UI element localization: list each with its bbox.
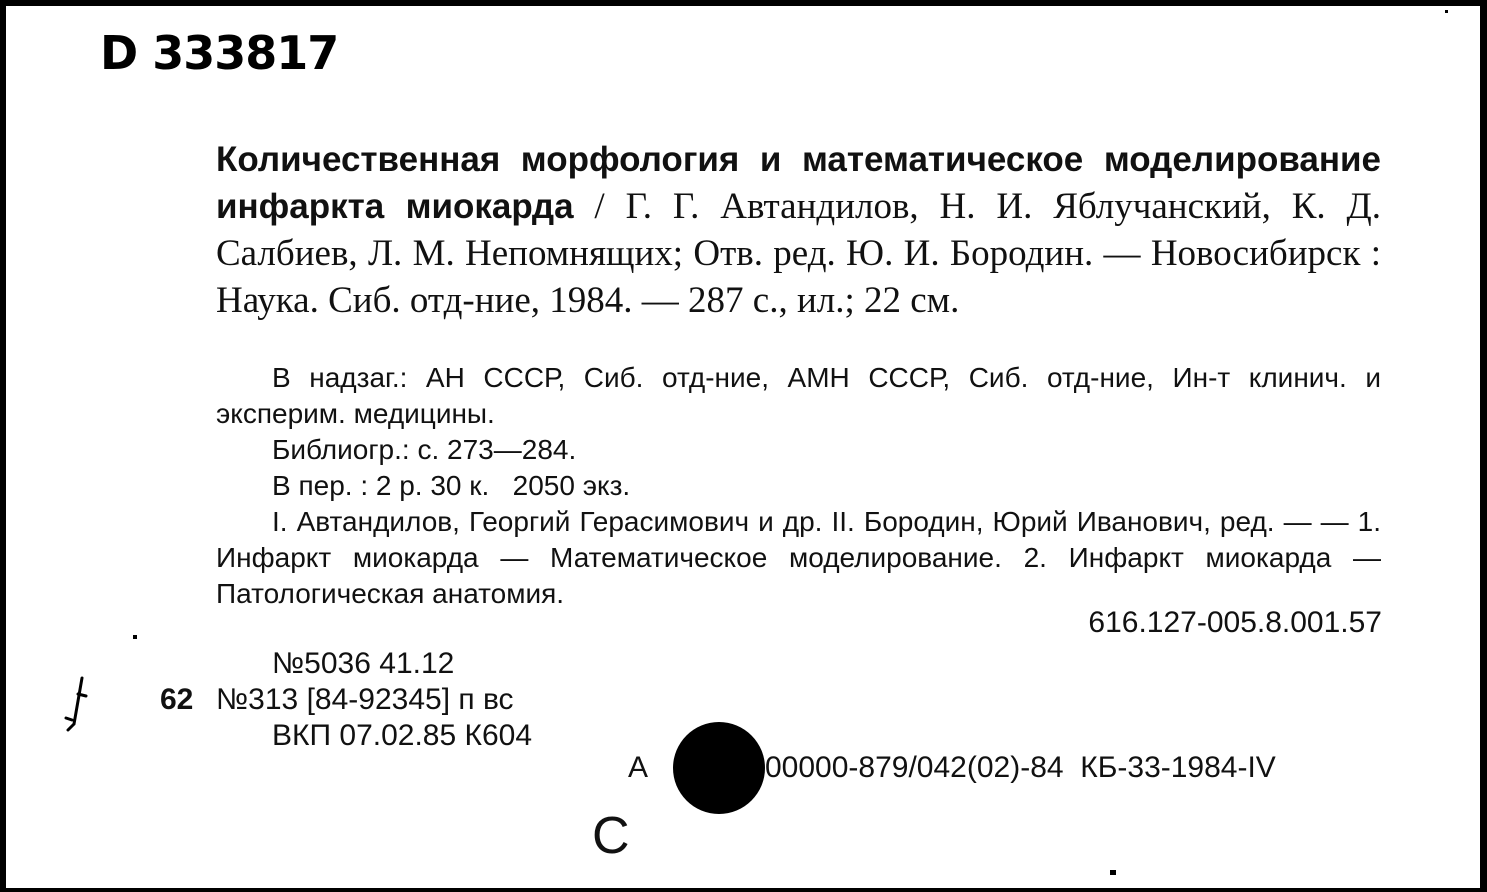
code-line-3: ВКП 07.02.85 К604 [272,719,533,752]
udc-number: 616.127-005.8.001.57 [1088,606,1382,639]
bottom-prefix: A [628,751,649,784]
handwritten-mark-icon [60,674,100,734]
code-row [216,718,532,754]
code-line-1: №5036 41.12 [272,647,455,680]
code-row [216,646,532,682]
code-row [160,682,532,718]
note-price: В пер. : 2 р. 30 к. 2050 экз. [272,470,631,501]
bibliographic-description [216,136,1381,324]
note-series-header: В надзаг.: АН СССР, Сиб. отд-ние, АМН СССР, Сиб. отд-ние, Ин-т клинич. и эксперим. медицины. [216,362,1381,429]
punch-hole [673,722,765,814]
speck [1110,870,1116,875]
note-bibliography: Библиогр.: с. 273—284. [272,434,577,465]
speck [1445,10,1448,13]
control-codes [160,646,533,754]
margin-number: 62 [160,683,194,716]
speck [133,635,137,639]
notes-section [216,360,1381,612]
bottom-code: 00000-879/042(02)-84 КБ-33-1984-IV [765,751,1276,784]
call-number: D 333817 [100,26,339,80]
book-title: Количественная морфология и математическое моделирование инфаркта миокарда [216,140,1381,226]
code-line-2: №313 [84-92345] п вс [216,683,514,716]
statement-of-responsibility: / Г. Г. Автандилов, Н. И. Яблучанский, К. Д. Салбиев, Л. М. Непомнящих; Отв. ред. Ю. И. Бородин. — Новосибирск : Наука. Сиб. отд-ние, 1984. — 287 с., ил.; 22 см. [216,186,1382,321]
card-letter: C [592,807,630,865]
tracings: I. Автандилов, Георгий Герасимович и др. II. Бородин, Юрий Иванович, ред. — — 1. Инфаркт миокарда — Математическое моделирование. 2. Инфаркт миокарда — Патологическая анатомия. [216,506,1381,609]
